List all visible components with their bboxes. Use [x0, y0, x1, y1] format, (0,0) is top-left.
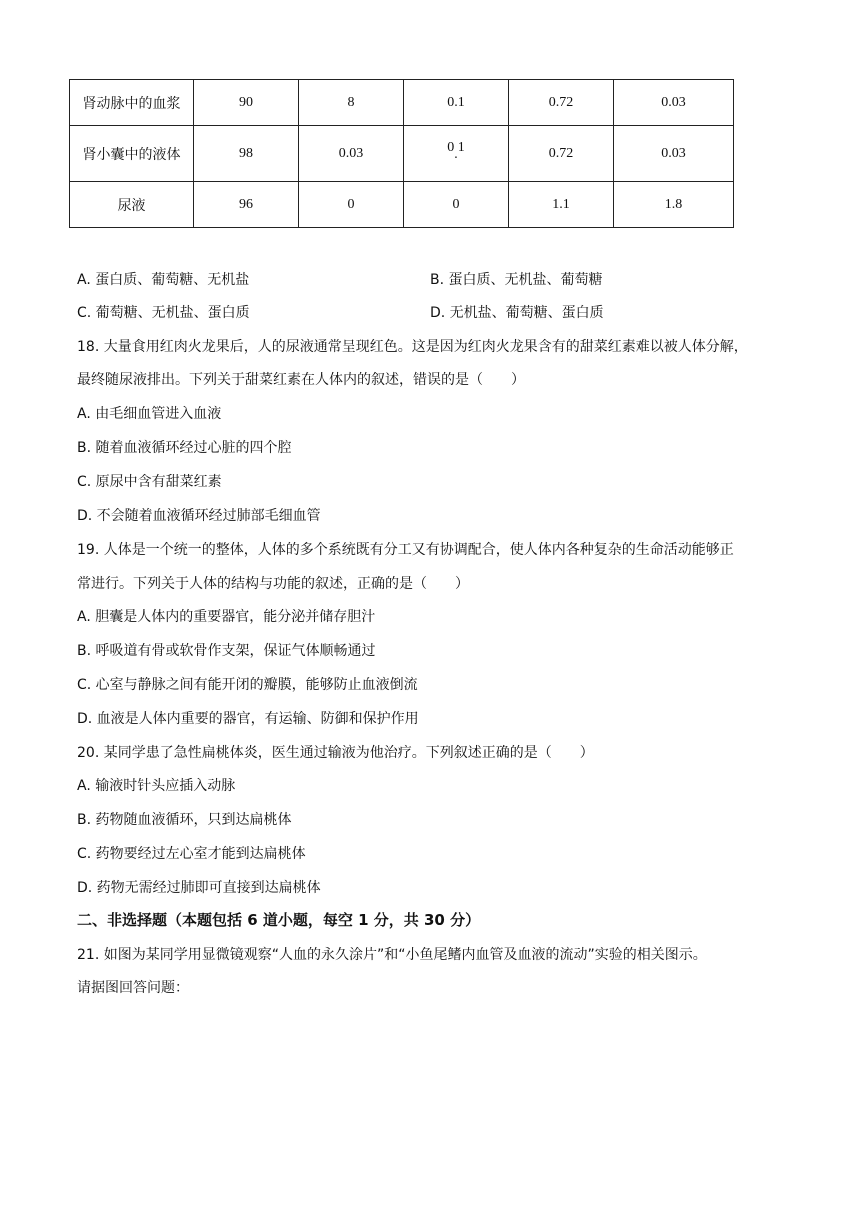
odd-value — [447, 139, 465, 166]
q20-option-b: B. 药物随血液循环，只到达扁桃体 — [77, 812, 292, 828]
table-cell: 0 — [299, 182, 404, 228]
section-heading: 二、非选择题（本题包括 6 道小题，每空 1 分，共 30 分） — [77, 911, 481, 929]
dot-mark: · — [453, 150, 459, 166]
table-cell: 1.8 — [614, 182, 734, 228]
table-cell: 0.72 — [509, 80, 614, 126]
table-cell: 0.03 — [299, 126, 404, 182]
table-row — [70, 80, 734, 126]
q21-stem: 21. 如图为某同学用显微镜观察“人血的永久涂片”和“小鱼尾鳍内血管及血液的流动”实验的相关图示。 — [77, 947, 707, 963]
table-cell — [404, 126, 509, 182]
q17-option-d: D. 无机盐、葡萄糖、蛋白质 — [430, 305, 604, 321]
table-cell: 0.72 — [509, 126, 614, 182]
table-row — [70, 182, 734, 228]
q17-option-c: C. 葡萄糖、无机盐、蛋白质 — [77, 305, 250, 321]
q17-option-b: B. 蛋白质、无机盐、葡萄糖 — [430, 272, 603, 288]
q18-option-c: C. 原尿中含有甜菜红素 — [77, 474, 222, 490]
odd-value-text: 0 1 — [447, 139, 465, 155]
q21-stem-cont: 请据图回答问题： — [77, 980, 189, 996]
q18-stem: 18. 大量食用红肉火龙果后，人的尿液通常呈现红色。这是因为红肉火龙果含有的甜菜红素难以被人体分解， — [77, 339, 748, 355]
q20-option-c: C. 药物要经过左心室才能到达扁桃体 — [77, 846, 306, 862]
table-cell: 1.1 — [509, 182, 614, 228]
q17-option-a: A. 蛋白质、葡萄糖、无机盐 — [77, 272, 250, 288]
table-cell: 98 — [194, 126, 299, 182]
table-cell: 90 — [194, 80, 299, 126]
q18-option-d: D. 不会随着血液循环经过肺部毛细血管 — [77, 508, 321, 524]
q19-option-c: C. 心室与静脉之间有能开闭的瓣膜，能够防止血液倒流 — [77, 677, 418, 693]
row-label: 肾小囊中的液体 — [70, 126, 194, 182]
q19-stem-cont: 常进行。下列关于人体的结构与功能的叙述，正确的是（ ） — [77, 576, 469, 592]
q18-stem-cont: 最终随尿液排出。下列关于甜菜红素在人体内的叙述，错误的是（ ） — [77, 372, 525, 388]
q19-option-b: B. 呼吸道有骨或软骨作支架，保证气体顺畅通过 — [77, 643, 376, 659]
q20-option-d: D. 药物无需经过肺即可直接到达扁桃体 — [77, 880, 321, 896]
row-label: 肾动脉中的血浆 — [70, 80, 194, 126]
q18-option-b: B. 随着血液循环经过心脏的四个腔 — [77, 440, 292, 456]
table-cell: 0.03 — [614, 80, 734, 126]
table-row — [70, 126, 734, 182]
q19-option-a: A. 胆囊是人体内的重要器官，能分泌并储存胆汁 — [77, 609, 376, 625]
q18-option-a: A. 由毛细血管进入血液 — [77, 406, 222, 422]
row-label: 尿液 — [70, 182, 194, 228]
q19-stem: 19. 人体是一个统一的整体，人体的多个系统既有分工又有协调配合，使人体内各种复杂的生命活动能够正 — [77, 542, 734, 558]
q20-stem: 20. 某同学患了急性扁桃体炎，医生通过输液为他治疗。下列叙述正确的是（ ） — [77, 745, 594, 761]
table-cell: 96 — [194, 182, 299, 228]
composition-table — [69, 79, 734, 228]
q19-option-d: D. 血液是人体内重要的器官，有运输、防御和保护作用 — [77, 711, 419, 727]
table-cell: 8 — [299, 80, 404, 126]
table-cell: 0 — [404, 182, 509, 228]
table-cell: 0.1 — [404, 80, 509, 126]
q20-option-a: A. 输液时针头应插入动脉 — [77, 778, 236, 794]
table-cell: 0.03 — [614, 126, 734, 182]
